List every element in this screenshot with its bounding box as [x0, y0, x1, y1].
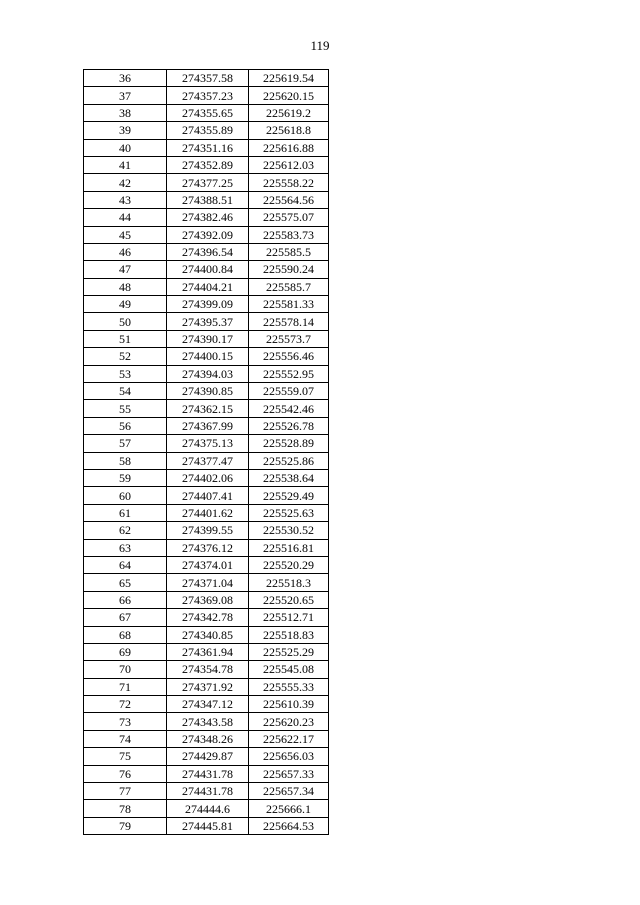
- x-coordinate-cell: 274376.12: [167, 539, 249, 556]
- table-row: [84, 122, 329, 139]
- point-number-cell: 43: [84, 191, 167, 208]
- y-coordinate-cell: 225575.07: [249, 209, 329, 226]
- point-number-cell: 39: [84, 122, 167, 139]
- point-number-cell: 79: [84, 817, 167, 834]
- x-coordinate-cell: 274382.46: [167, 209, 249, 226]
- table-row: [84, 626, 329, 643]
- x-coordinate-cell: 274402.06: [167, 469, 249, 486]
- point-number-cell: 75: [84, 748, 167, 765]
- table-row: [84, 556, 329, 573]
- y-coordinate-cell: 225525.63: [249, 504, 329, 521]
- y-coordinate-cell: 225552.95: [249, 365, 329, 382]
- point-number-cell: 42: [84, 174, 167, 191]
- table-row: [84, 765, 329, 782]
- x-coordinate-cell: 274351.16: [167, 139, 249, 156]
- point-number-cell: 69: [84, 643, 167, 660]
- x-coordinate-cell: 274367.99: [167, 417, 249, 434]
- x-coordinate-cell: 274371.92: [167, 678, 249, 695]
- table-row: [84, 469, 329, 486]
- table-row: [84, 522, 329, 539]
- x-coordinate-cell: 274390.85: [167, 383, 249, 400]
- x-coordinate-cell: 274388.51: [167, 191, 249, 208]
- table-row: [84, 417, 329, 434]
- point-number-cell: 57: [84, 435, 167, 452]
- table-row: [84, 156, 329, 173]
- y-coordinate-cell: 225564.56: [249, 191, 329, 208]
- x-coordinate-cell: 274390.17: [167, 330, 249, 347]
- table-row: [84, 139, 329, 156]
- point-number-cell: 47: [84, 261, 167, 278]
- table-row: [84, 696, 329, 713]
- point-number-cell: 50: [84, 313, 167, 330]
- point-number-cell: 72: [84, 696, 167, 713]
- table-row: [84, 661, 329, 678]
- x-coordinate-cell: 274394.03: [167, 365, 249, 382]
- table-row: [84, 574, 329, 591]
- table-row: [84, 191, 329, 208]
- x-coordinate-cell: 274401.62: [167, 504, 249, 521]
- point-number-cell: 59: [84, 469, 167, 486]
- point-number-cell: 44: [84, 209, 167, 226]
- point-number-cell: 41: [84, 156, 167, 173]
- y-coordinate-cell: 225610.39: [249, 696, 329, 713]
- x-coordinate-cell: 274355.89: [167, 122, 249, 139]
- point-number-cell: 48: [84, 278, 167, 295]
- table-row: [84, 243, 329, 260]
- point-number-cell: 54: [84, 383, 167, 400]
- point-number-cell: 67: [84, 609, 167, 626]
- x-coordinate-cell: 274375.13: [167, 435, 249, 452]
- table-row: [84, 313, 329, 330]
- point-number-cell: 51: [84, 330, 167, 347]
- y-coordinate-cell: 225555.33: [249, 678, 329, 695]
- table-row: [84, 296, 329, 313]
- table-row: [84, 800, 329, 817]
- point-number-cell: 36: [84, 70, 167, 87]
- point-number-cell: 55: [84, 400, 167, 417]
- table-row: [84, 435, 329, 452]
- x-coordinate-cell: 274399.55: [167, 522, 249, 539]
- point-number-cell: 66: [84, 591, 167, 608]
- table-row: [84, 748, 329, 765]
- y-coordinate-cell: 225525.29: [249, 643, 329, 660]
- y-coordinate-cell: 225520.29: [249, 556, 329, 573]
- y-coordinate-cell: 225622.17: [249, 730, 329, 747]
- x-coordinate-cell: 274445.81: [167, 817, 249, 834]
- table-row: [84, 452, 329, 469]
- y-coordinate-cell: 225619.2: [249, 104, 329, 121]
- table-row: [84, 643, 329, 660]
- point-number-cell: 58: [84, 452, 167, 469]
- table-row: [84, 817, 329, 834]
- x-coordinate-cell: 274377.47: [167, 452, 249, 469]
- y-coordinate-cell: 225616.88: [249, 139, 329, 156]
- point-number-cell: 74: [84, 730, 167, 747]
- point-number-cell: 49: [84, 296, 167, 313]
- x-coordinate-cell: 274362.15: [167, 400, 249, 417]
- y-coordinate-cell: 225618.8: [249, 122, 329, 139]
- y-coordinate-cell: 225528.89: [249, 435, 329, 452]
- table-row: [84, 591, 329, 608]
- point-number-cell: 70: [84, 661, 167, 678]
- y-coordinate-cell: 225558.22: [249, 174, 329, 191]
- x-coordinate-cell: 274392.09: [167, 226, 249, 243]
- y-coordinate-cell: 225530.52: [249, 522, 329, 539]
- y-coordinate-cell: 225512.71: [249, 609, 329, 626]
- point-number-cell: 65: [84, 574, 167, 591]
- point-number-cell: 71: [84, 678, 167, 695]
- point-number-cell: 38: [84, 104, 167, 121]
- y-coordinate-cell: 225518.3: [249, 574, 329, 591]
- table-row: [84, 209, 329, 226]
- point-number-cell: 40: [84, 139, 167, 156]
- y-coordinate-cell: 225573.7: [249, 330, 329, 347]
- point-number-cell: 56: [84, 417, 167, 434]
- point-number-cell: 52: [84, 348, 167, 365]
- y-coordinate-cell: 225612.03: [249, 156, 329, 173]
- x-coordinate-cell: 274357.23: [167, 87, 249, 104]
- y-coordinate-cell: 225619.54: [249, 70, 329, 87]
- point-number-cell: 37: [84, 87, 167, 104]
- table-row: [84, 348, 329, 365]
- table-row: [84, 678, 329, 695]
- y-coordinate-cell: 225542.46: [249, 400, 329, 417]
- x-coordinate-cell: 274347.12: [167, 696, 249, 713]
- table-row: [84, 713, 329, 730]
- x-coordinate-cell: 274400.84: [167, 261, 249, 278]
- y-coordinate-cell: 225545.08: [249, 661, 329, 678]
- x-coordinate-cell: 274377.25: [167, 174, 249, 191]
- x-coordinate-cell: 274396.54: [167, 243, 249, 260]
- x-coordinate-cell: 274369.08: [167, 591, 249, 608]
- table-row: [84, 383, 329, 400]
- x-coordinate-cell: 274429.87: [167, 748, 249, 765]
- y-coordinate-cell: 225529.49: [249, 487, 329, 504]
- y-coordinate-cell: 225657.33: [249, 765, 329, 782]
- table-row: [84, 226, 329, 243]
- table-row: [84, 609, 329, 626]
- point-number-cell: 77: [84, 783, 167, 800]
- table-row: [84, 174, 329, 191]
- point-number-cell: 68: [84, 626, 167, 643]
- x-coordinate-cell: 274444.6: [167, 800, 249, 817]
- y-coordinate-cell: 225620.23: [249, 713, 329, 730]
- x-coordinate-cell: 274343.58: [167, 713, 249, 730]
- x-coordinate-cell: 274361.94: [167, 643, 249, 660]
- x-coordinate-cell: 274357.58: [167, 70, 249, 87]
- table-row: [84, 365, 329, 382]
- x-coordinate-cell: 274399.09: [167, 296, 249, 313]
- y-coordinate-cell: 225585.7: [249, 278, 329, 295]
- table-row: [84, 104, 329, 121]
- x-coordinate-cell: 274400.15: [167, 348, 249, 365]
- x-coordinate-cell: 274340.85: [167, 626, 249, 643]
- table-row: [84, 261, 329, 278]
- table-row: [84, 504, 329, 521]
- y-coordinate-cell: 225620.15: [249, 87, 329, 104]
- table-row: [84, 783, 329, 800]
- point-number-cell: 46: [84, 243, 167, 260]
- y-coordinate-cell: 225520.65: [249, 591, 329, 608]
- coordinates-table-body: [84, 70, 329, 835]
- point-number-cell: 45: [84, 226, 167, 243]
- x-coordinate-cell: 274374.01: [167, 556, 249, 573]
- point-number-cell: 53: [84, 365, 167, 382]
- table-row: [84, 487, 329, 504]
- table-row: [84, 730, 329, 747]
- x-coordinate-cell: 274371.04: [167, 574, 249, 591]
- table-row: [84, 330, 329, 347]
- y-coordinate-cell: 225556.46: [249, 348, 329, 365]
- table-row: [84, 70, 329, 87]
- y-coordinate-cell: 225525.86: [249, 452, 329, 469]
- table-row: [84, 278, 329, 295]
- table-row: [84, 400, 329, 417]
- x-coordinate-cell: 274407.41: [167, 487, 249, 504]
- table-row: [84, 87, 329, 104]
- y-coordinate-cell: 225559.07: [249, 383, 329, 400]
- y-coordinate-cell: 225581.33: [249, 296, 329, 313]
- y-coordinate-cell: 225585.5: [249, 243, 329, 260]
- x-coordinate-cell: 274431.78: [167, 783, 249, 800]
- y-coordinate-cell: 225664.53: [249, 817, 329, 834]
- point-number-cell: 76: [84, 765, 167, 782]
- table-row: [84, 539, 329, 556]
- x-coordinate-cell: 274352.89: [167, 156, 249, 173]
- x-coordinate-cell: 274395.37: [167, 313, 249, 330]
- point-number-cell: 73: [84, 713, 167, 730]
- x-coordinate-cell: 274355.65: [167, 104, 249, 121]
- x-coordinate-cell: 274431.78: [167, 765, 249, 782]
- point-number-cell: 62: [84, 522, 167, 539]
- point-number-cell: 61: [84, 504, 167, 521]
- y-coordinate-cell: 225578.14: [249, 313, 329, 330]
- x-coordinate-cell: 274354.78: [167, 661, 249, 678]
- point-number-cell: 78: [84, 800, 167, 817]
- y-coordinate-cell: 225538.64: [249, 469, 329, 486]
- y-coordinate-cell: 225516.81: [249, 539, 329, 556]
- coordinates-table: [83, 69, 329, 835]
- y-coordinate-cell: 225583.73: [249, 226, 329, 243]
- point-number-cell: 60: [84, 487, 167, 504]
- x-coordinate-cell: 274342.78: [167, 609, 249, 626]
- y-coordinate-cell: 225666.1: [249, 800, 329, 817]
- y-coordinate-cell: 225657.34: [249, 783, 329, 800]
- y-coordinate-cell: 225518.83: [249, 626, 329, 643]
- x-coordinate-cell: 274404.21: [167, 278, 249, 295]
- point-number-cell: 63: [84, 539, 167, 556]
- y-coordinate-cell: 225590.24: [249, 261, 329, 278]
- point-number-cell: 64: [84, 556, 167, 573]
- page-number: 119: [310, 38, 330, 53]
- y-coordinate-cell: 225656.03: [249, 748, 329, 765]
- y-coordinate-cell: 225526.78: [249, 417, 329, 434]
- x-coordinate-cell: 274348.26: [167, 730, 249, 747]
